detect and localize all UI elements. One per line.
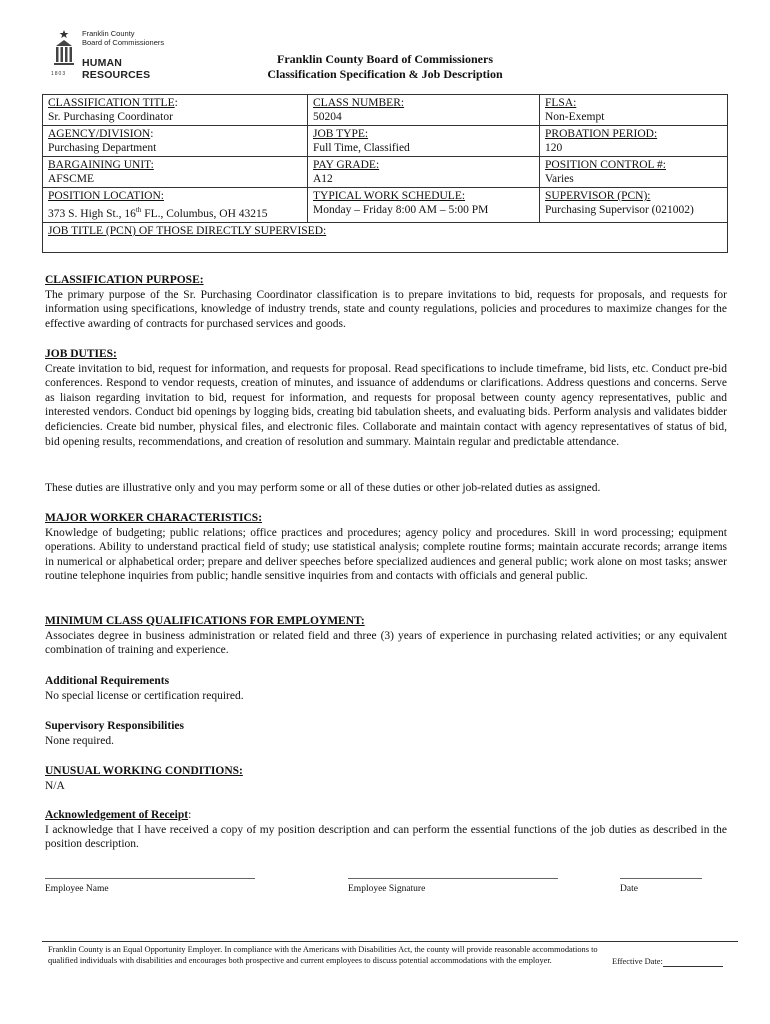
field-value: Full Time, Classified xyxy=(313,142,410,154)
field-label: CLASSIFICATION TITLE xyxy=(48,97,175,109)
field-value: 50204 xyxy=(313,111,342,123)
field-value: 120 xyxy=(545,142,563,154)
field-value: Purchasing Supervisor (021002) xyxy=(545,204,694,216)
effective-date-label: Effective Date: xyxy=(612,957,663,966)
schedule-cell xyxy=(308,188,540,223)
section-body: Associates degree in business administration or related field and three (3) years of experience in purchasing related activities; or any equivalent combination of training and experience. xyxy=(45,629,727,657)
section-heading: Acknowledgement of Receipt xyxy=(45,809,189,821)
field-value-sup: th xyxy=(135,206,142,214)
footer-divider xyxy=(42,941,738,942)
field-label: TYPICAL WORK SCHEDULE: xyxy=(313,190,466,202)
additional-requirements-section xyxy=(45,674,727,703)
duties-note: These duties are illustrative only and you may perform some or all of these duties or other job-related duties as assigned. xyxy=(45,482,601,494)
probation-cell xyxy=(540,126,728,157)
job-duties-section xyxy=(45,347,727,449)
field-label: AGENCY/DIVISION xyxy=(48,128,151,140)
supervisory-responsibilities-section xyxy=(45,719,727,748)
section-heading: UNUSUAL WORKING CONDITIONS: xyxy=(45,765,243,777)
unusual-working-conditions-section xyxy=(45,764,727,793)
table-row xyxy=(43,188,728,223)
employee-name-line[interactable] xyxy=(45,878,255,879)
field-label: SUPERVISOR (PCN): xyxy=(545,190,651,202)
document-subtitle: Classification Specification & Job Description xyxy=(267,67,503,81)
supervised-cell xyxy=(43,222,728,252)
flsa-cell xyxy=(540,95,728,126)
section-heading: Supervisory Responsibilities xyxy=(45,720,184,732)
section-body: No special license or certification required. xyxy=(45,689,244,702)
job-type-cell xyxy=(308,126,540,157)
field-label: JOB TITLE (PCN) OF THOSE DIRECTLY SUPERVISED: xyxy=(48,224,327,237)
classification-purpose-section xyxy=(45,273,727,331)
field-label: FLSA: xyxy=(545,97,577,109)
section-heading: JOB DUTIES: xyxy=(45,348,117,360)
employee-name-label: Employee Name xyxy=(45,884,109,894)
class-number-cell xyxy=(308,95,540,126)
employee-signature-label: Employee Signature xyxy=(348,884,426,894)
section-body: The primary purpose of the Sr. Purchasing Coordinator classification is to prepare invitations to bid, requests for proposals, and requests for information using specifications, knowledge of industry trends, state and county regulations, policies and procedures to maximize changes for the effective awarding of contracts for purchased services and goods. xyxy=(45,288,727,330)
field-value: Varies xyxy=(545,173,574,185)
job-info-table xyxy=(42,94,728,253)
section-heading: MAJOR WORKER CHARACTERISTICS: xyxy=(45,512,263,524)
field-label: POSITION CONTROL #: xyxy=(545,159,666,171)
field-value: A12 xyxy=(313,173,333,185)
section-heading: CLASSIFICATION PURPOSE: xyxy=(45,274,204,286)
logo-year: 1803 xyxy=(51,71,67,77)
table-row xyxy=(43,222,728,252)
position-control-cell xyxy=(540,157,728,188)
field-value: Non-Exempt xyxy=(545,111,605,123)
field-value: AFSCME xyxy=(48,173,95,185)
table-row xyxy=(43,95,728,126)
section-heading: Additional Requirements xyxy=(45,675,170,687)
field-label: BARGAINING UNIT: xyxy=(48,159,154,171)
logo-line-3: HUMAN RESOURCES xyxy=(82,57,151,81)
bargaining-cell xyxy=(43,157,308,188)
table-row xyxy=(43,157,728,188)
field-value: Monday – Friday 8:00 AM – 5:00 PM xyxy=(313,204,489,216)
section-body: N/A xyxy=(45,779,65,792)
date-label: Date xyxy=(620,884,638,894)
minimum-qualifications-section xyxy=(45,614,727,658)
acknowledgement-section: Acknowledgement of Receipt: I acknowledge that I have received a copy of my position description and can perform the essential functions of the job duties as described in the position description. xyxy=(45,809,727,851)
field-label: POSITION LOCATION: xyxy=(48,190,164,202)
eeo-statement: Franklin County is an Equal Opportunity Employer. In compliance with the Americans with Disabilities Act, the county will provide reasonable accommodations to qualified individuals with disabilities and encourages both prospective and current employees to discuss potential accommodations with the employer. xyxy=(48,945,598,965)
logo-line-2: Board of Commissioners xyxy=(82,38,165,47)
agency-cell: AGENCY/DIVISION: Purchasing Department xyxy=(43,126,308,157)
employee-signature-line[interactable] xyxy=(348,878,558,879)
effective-date-field[interactable] xyxy=(663,957,723,967)
pay-grade-cell xyxy=(308,157,540,188)
field-label: PAY GRADE: xyxy=(313,159,380,171)
field-value: FL., Columbus, OH 43215 xyxy=(141,207,268,220)
field-label: CLASS NUMBER: xyxy=(313,97,405,109)
document-title: Franklin County Board of Commissioners xyxy=(276,52,494,66)
table-row xyxy=(43,126,728,157)
location-cell xyxy=(43,188,308,223)
major-worker-characteristics-section xyxy=(45,511,727,584)
logo-line-1: Franklin County xyxy=(82,29,135,38)
field-value: 373 S. High St., 16 xyxy=(48,207,136,220)
section-body: Knowledge of budgeting; public relations; office practices and procedures; agency policy and procedures. Skill in word processing; equipment operations. Ability to understand practical field of study; use statistical analysis; complete routine forms; maintain accurate records; arrange items in numerical or alphabetical order; prepare and deliver speeches before specialized audiences and general public; work alone on most tasks; answer routine telephone inquiries from public; handle sensitive inquiries from and contacts with officials and general public. xyxy=(45,526,727,583)
section-body: I acknowledge that I have received a copy of my position description and can perform the essential functions of the job duties as described in the position description. xyxy=(45,823,727,851)
field-label: JOB TYPE: xyxy=(313,128,369,140)
effective-date xyxy=(612,957,723,967)
section-body: None required. xyxy=(45,734,114,747)
field-label: PROBATION PERIOD: xyxy=(545,128,658,140)
date-line[interactable] xyxy=(620,878,702,879)
section-body: Create invitation to bid, request for information, and requests for proposal. Read specifications to include timeframe, bid lists, etc. Conduct pre-bid conferences. Respond to vendor requests, creation of minutes, and issuance of addendums or clarifications. Address questions and concerns. Serve as liaison regarding invitation to bid, request for information, and requests for proposal between county agency representatives, public and interested vendors. Conduct bid openings by logging bids, creating bid tabulation sheets, and evaluating bids. Perform analysis and validates bidder deficiencies. Create bid number, physical files, and electronic files. Collaborate and maintain contact with agency representatives of status of bid, bid opening results, recommendations, and creation of resolution and summary. Maintain regular and predictable attendance. xyxy=(45,362,727,448)
field-value: Sr. Purchasing Coordinator xyxy=(48,111,173,123)
supervisor-cell xyxy=(540,188,728,223)
classification-title-cell: CLASSIFICATION TITLE: Sr. Purchasing Coordinator xyxy=(43,95,308,126)
field-value: Purchasing Department xyxy=(48,142,157,154)
section-heading: MINIMUM CLASS QUALIFICATIONS FOR EMPLOYMENT: xyxy=(45,615,365,627)
